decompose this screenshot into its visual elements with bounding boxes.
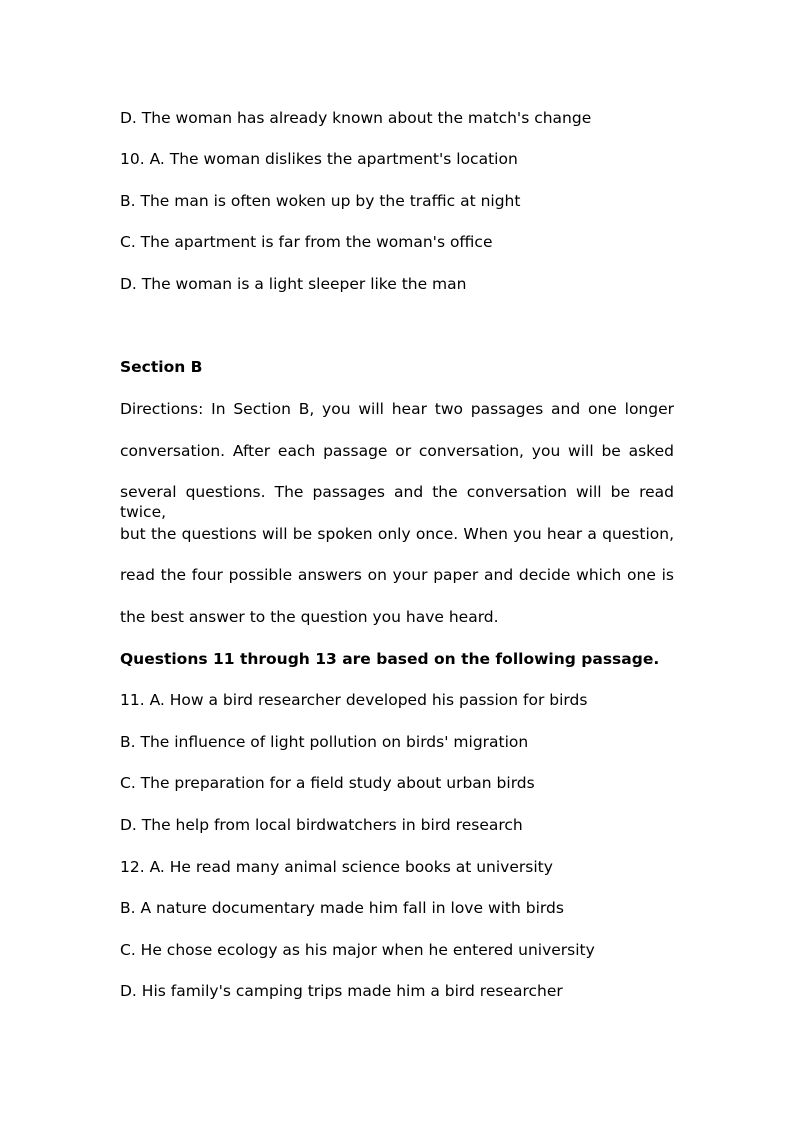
directions-line: conversation. After each passage or conversation, you will be asked (120, 442, 674, 460)
q12-option-d: D. His family's camping trips made him a bird researcher (120, 982, 563, 1000)
q11-option-d: D. The help from local birdwatchers in bird research (120, 816, 523, 834)
q10-option-c: C. The apartment is far from the woman's office (120, 233, 493, 251)
q10-option-d: D. The woman is a light sleeper like the man (120, 275, 467, 293)
q12-option-b: B. A nature documentary made him fall in love with birds (120, 899, 564, 917)
q10-option-a: 10. A. The woman dislikes the apartment's location (120, 150, 518, 168)
question-group-heading: Questions 11 through 13 are based on the following passage. (120, 650, 660, 668)
q11-option-b: B. The influence of light pollution on birds' migration (120, 733, 529, 751)
q12-option-c: C. He chose ecology as his major when he entered university (120, 941, 595, 959)
q12-option-a: 12. A. He read many animal science books at university (120, 858, 553, 876)
q10-option-b: B. The man is often woken up by the traffic at night (120, 192, 521, 210)
q9-option-d: D. The woman has already known about the match's change (120, 109, 592, 127)
q11-option-a: 11. A. How a bird researcher developed his passion for birds (120, 691, 588, 709)
directions-line: read the four possible answers on your paper and decide which one is (120, 566, 674, 584)
directions-line: several questions. The passages and the conversation will be read twice, (120, 483, 674, 521)
directions-line: but the questions will be spoken only once. When you hear a question, (120, 525, 674, 543)
q11-option-c: C. The preparation for a field study about urban birds (120, 774, 535, 792)
section-b-title: Section B (120, 358, 203, 376)
directions-line: Directions: In Section B, you will hear two passages and one longer (120, 400, 674, 418)
directions-line: the best answer to the question you have heard. (120, 608, 499, 626)
